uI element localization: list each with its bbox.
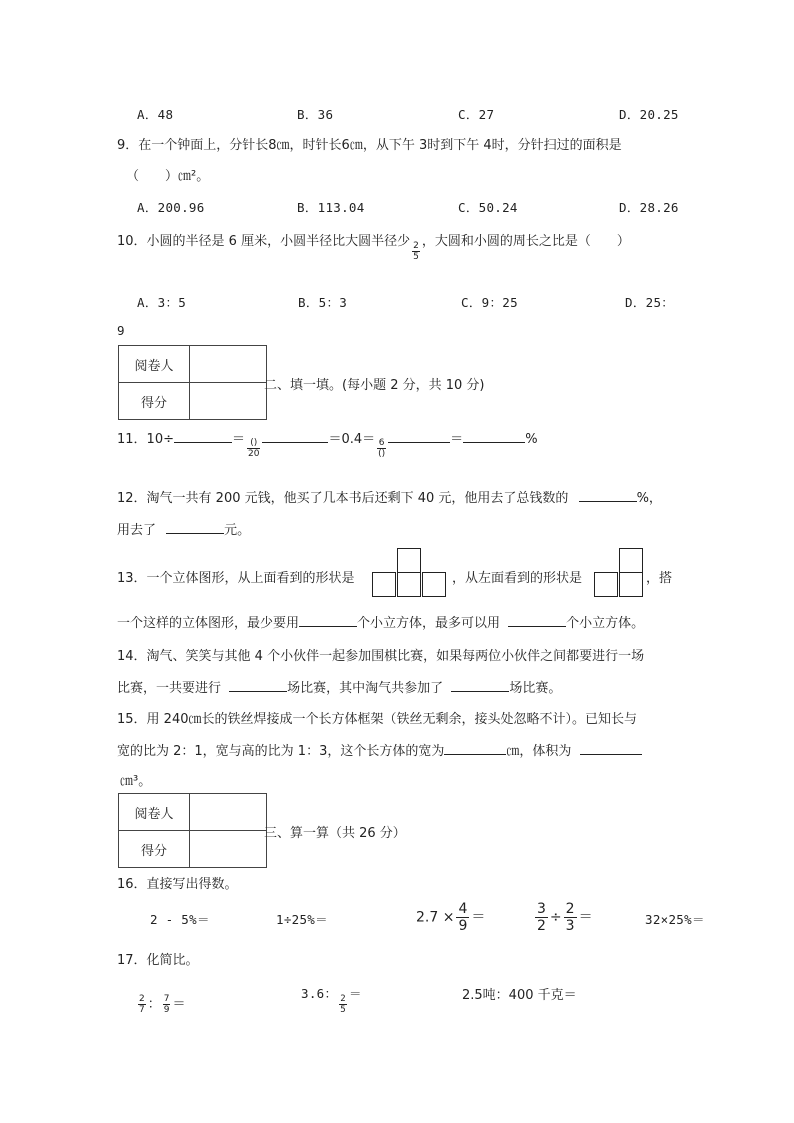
- q10-frac-numerator: 2: [413, 241, 419, 251]
- q9-option-d: D．28.26: [619, 200, 679, 215]
- q15-line1: 15．用 240㎝长的铁丝焊接成一个长方体框架（铁丝无剩余，接头处忽略不计）。已知长与: [117, 712, 637, 727]
- q12-text-2: 用去了: [117, 523, 157, 538]
- q13-blank-1[interactable]: [299, 612, 357, 627]
- q11-blank-1[interactable]: [174, 428, 232, 443]
- q17-expr1-fraction-1: [138, 994, 146, 1015]
- score-label: 得分: [119, 383, 190, 420]
- q8-option-c: C．27: [458, 107, 495, 122]
- q11-fraction-2: [377, 438, 386, 459]
- q16-expr4-den2: 3: [565, 918, 575, 934]
- q17-expr-3: 2.5吨：400 千克＝: [462, 988, 577, 1003]
- q12-unit: 元。: [224, 523, 251, 538]
- q14-text-2c: 场比赛。: [509, 681, 562, 696]
- q10-option-c: C．9：25: [461, 295, 518, 310]
- q11-percent: %: [525, 432, 538, 447]
- q13-text-2a: 一个这样的立体图形，最少要用: [117, 616, 300, 631]
- q15-line2: [117, 740, 642, 759]
- q13-text-2c: 个小立方体。: [566, 616, 645, 631]
- score-label: 得分: [119, 831, 190, 868]
- q17-expr1-equals: ＝: [172, 997, 186, 1012]
- q16-expr-5: 32×25%＝: [645, 912, 705, 927]
- q10-question: [117, 230, 630, 262]
- q16-expr-2: 1÷25%＝: [276, 912, 328, 927]
- grader-table-1: [118, 345, 267, 420]
- q13-blank-2[interactable]: [508, 612, 566, 627]
- q17-expr1-num2: 7: [163, 994, 170, 1004]
- q11: [117, 428, 538, 459]
- q13-text-c: ，搭: [646, 571, 673, 586]
- q13-text-a: 13．一个立体图形，从上面看到的形状是: [117, 571, 355, 586]
- q10-option-d: D．25：: [625, 295, 675, 310]
- left-view-cell: [594, 572, 618, 597]
- q8-option-d: D．20.25: [619, 107, 679, 122]
- q11-equals-3: ＝: [450, 432, 464, 447]
- q11-frac1-denominator: 20: [248, 449, 260, 459]
- q14-text-2b: 场比赛，其中淘气共参加了: [287, 681, 444, 696]
- q15-text-2b: ㎝，体积为: [506, 744, 572, 759]
- q16-expr4-fraction-2: [564, 901, 577, 934]
- q17-title: 17．化简比。: [117, 953, 199, 968]
- q9-option-c: C．50.24: [458, 200, 518, 215]
- reviewer-label: 阅卷人: [119, 794, 190, 831]
- q17-expr-1: [136, 993, 186, 1015]
- q15-text-2a: 宽的比为 2：1，宽与高的比为 1：3，这个长方体的宽为: [117, 744, 445, 759]
- q17-expr2-lead: 3.6：: [301, 986, 338, 1001]
- q12-line1: [117, 487, 662, 506]
- q10-frac-denominator: 5: [413, 252, 419, 262]
- reviewer-blank: [190, 346, 267, 383]
- q11-frac2-denominator: (): [378, 449, 386, 459]
- q10-option-a: A．3：5: [137, 295, 187, 310]
- q15-line3: ㎝³。: [120, 774, 152, 789]
- grader-table-2: [118, 793, 267, 868]
- q9-line2: （ ）㎝²。: [126, 169, 210, 184]
- q12-text: 12．淘气一共有 200 元钱，他买了几本书后还剩下 40 元，他用去了总钱数的: [117, 491, 569, 506]
- q17-expr1-den2: 9: [163, 1005, 170, 1015]
- q17-expr-2: [301, 984, 362, 1015]
- q10-text-after: ，大圆和小圆的周长之比是（ ）: [421, 234, 630, 249]
- q15-blank-1[interactable]: [444, 740, 506, 755]
- q11-frac1-numerator: (): [247, 438, 260, 449]
- q17-expr1-num1: 2: [139, 994, 145, 1004]
- q16-expr4-op: ÷: [549, 909, 562, 926]
- q9-option-a: A．200.96: [137, 200, 205, 215]
- q16-expr3-numerator: 4: [458, 901, 468, 917]
- q9-text: 9．在一个钟面上，分针长8㎝，时针长6㎝，从下午 3时到下午 4时，分针扫过的面积是: [117, 138, 622, 153]
- q17-expr2-fraction: [339, 994, 347, 1015]
- q17-expr1-fraction-2: [163, 994, 171, 1015]
- q14-blank-2[interactable]: [451, 677, 509, 692]
- q10-option-b: B．5：3: [298, 295, 348, 310]
- q16-expr3-fraction: [456, 901, 469, 934]
- q11-blank-4[interactable]: [463, 428, 525, 443]
- q10-text-before: 10．小圆的半径是 6 厘米，小圆半径比大圆半径少: [117, 234, 411, 249]
- q16-expr-3: [416, 901, 485, 934]
- q17-expr1-den1: 7: [139, 1005, 145, 1015]
- top-view-cell: [397, 572, 421, 597]
- q16-expr4-equals: ＝: [578, 909, 593, 926]
- q12-blank-1[interactable]: [579, 487, 637, 502]
- q16-expr-1: 2 - 5%＝: [150, 912, 210, 927]
- q16-expr3-equals: ＝: [471, 909, 486, 926]
- score-blank: [190, 383, 267, 420]
- q14-text-2a: 比赛，一共要进行: [117, 681, 222, 696]
- q11-equals-1: ＝: [231, 432, 245, 447]
- q13-text-b: ，从左面看到的形状是: [452, 571, 583, 586]
- q16-expr4-num1: 3: [537, 901, 546, 917]
- q11-frac2-numerator: 6: [378, 438, 385, 448]
- q8-option-b: B．36: [297, 107, 334, 122]
- q10-option-d-wrap: 9: [117, 323, 125, 338]
- q11-fraction-1: [247, 438, 260, 459]
- q16-title: 16．直接写出得数。: [117, 877, 238, 892]
- q13-line2: [117, 612, 644, 631]
- top-view-cell: [372, 572, 396, 597]
- q16-expr3-denominator: 9: [458, 918, 468, 934]
- section-3-heading: 三、算一算（共 26 分）: [264, 826, 406, 841]
- q8-option-a: A．48: [137, 107, 174, 122]
- q11-blank-2[interactable]: [262, 428, 328, 443]
- q11-prefix: 11．10÷: [117, 432, 174, 447]
- q16-expr3-lead: 2.7 ×: [416, 909, 455, 926]
- top-view-cell: [422, 572, 446, 597]
- q11-blank-3[interactable]: [388, 428, 450, 443]
- left-view-cell: [619, 548, 643, 573]
- q15-blank-2[interactable]: [580, 740, 642, 755]
- top-view-cell: [397, 548, 421, 573]
- q12-percent: %，: [636, 491, 662, 506]
- q16-expr-4: [533, 901, 593, 934]
- q17-expr2-denominator: 5: [340, 1005, 346, 1015]
- q10-fraction: [412, 241, 420, 262]
- reviewer-label: 阅卷人: [119, 346, 190, 383]
- q12-blank-2[interactable]: [166, 519, 224, 534]
- q14-line2: [117, 677, 561, 696]
- left-view-cell: [619, 572, 643, 597]
- q16-expr4-den1: 2: [537, 918, 546, 934]
- q12-line2: [117, 519, 250, 538]
- section-2-heading: 二、填一填。(每小题 2 分，共 10 分): [264, 378, 485, 393]
- score-blank: [190, 831, 267, 868]
- q9-option-b: B．113.04: [297, 200, 365, 215]
- q17-expr1-colon: ：: [147, 997, 161, 1012]
- q14-blank-1[interactable]: [229, 677, 287, 692]
- q13-text-2b: 个小立方体，最多可以用: [357, 616, 501, 631]
- q17-expr2-equals: ＝: [349, 986, 362, 1001]
- q14-line1: 14．淘气、笑笑与其他 4 个小伙伴一起参加围棋比赛，如果每两位小伙伴之间都要进行一场: [117, 649, 645, 664]
- q16-expr4-fraction-1: [535, 901, 548, 934]
- reviewer-blank: [190, 794, 267, 831]
- q11-equals-2: ＝0.4＝: [328, 432, 376, 447]
- q16-expr4-num2: 2: [565, 901, 575, 917]
- q17-expr2-numerator: 2: [340, 994, 346, 1004]
